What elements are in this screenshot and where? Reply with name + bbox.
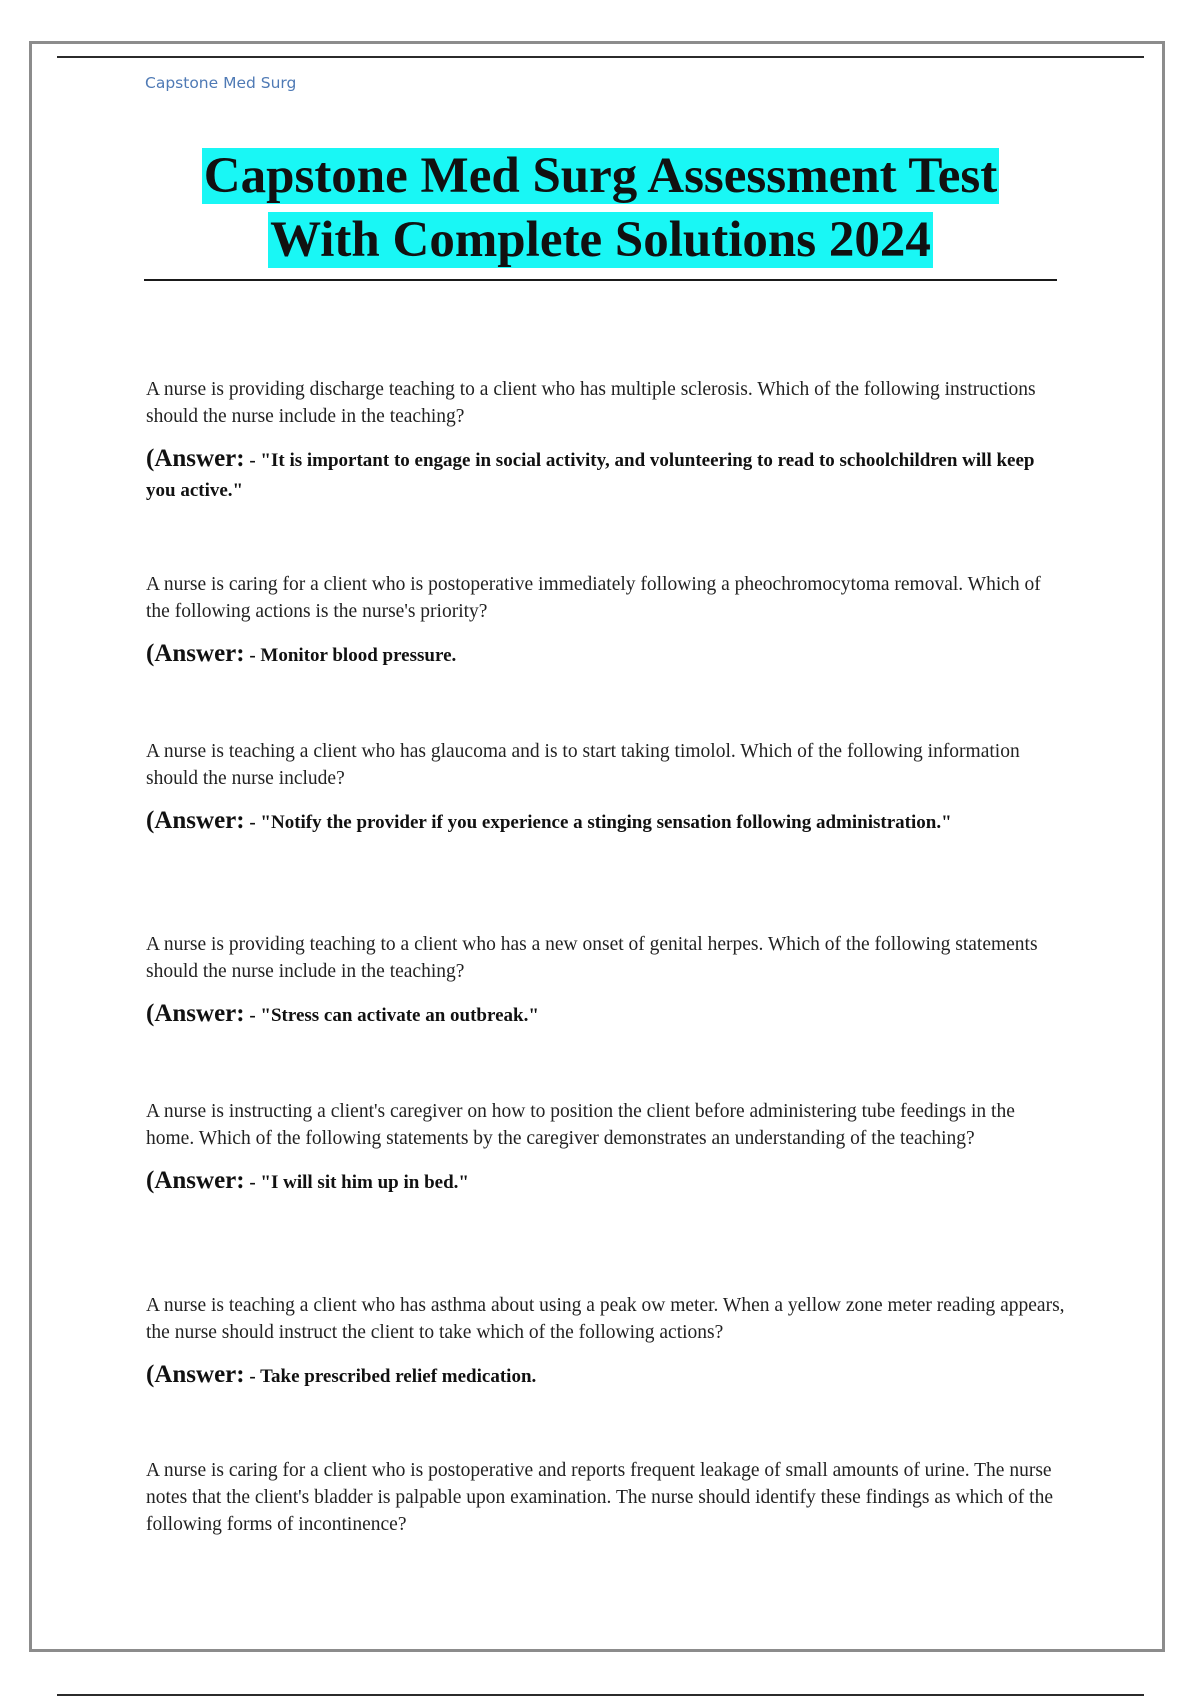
answer-label: (Answer: [146,807,245,834]
answer-label: (Answer: [146,640,245,667]
answer-dash: - [244,812,261,833]
question-text: A nurse is caring for a client who is postoperative and reports frequent leakage of small amounts of urine. The nurse notes that the client's bladder is palpable upon examination. The nurse should identify these findings as which of the following forms of incontinence? [146,1460,1053,1535]
answer-value: "Notify the provider if you experience a stinging sensation following administration." [260,812,952,833]
top-divider [57,56,1144,58]
answer-dash: - [244,645,261,666]
qa-item-4 [146,931,1066,1031]
answer-label: (Answer: [146,445,245,472]
answer-text [146,639,1066,671]
answer-dash: - [244,1366,261,1387]
answer-value: Monitor blood pressure. [260,645,457,666]
answer-dash: - [244,450,261,471]
running-header: Capstone Med Surg [145,74,297,92]
question-text: A nurse is providing discharge teaching to a client who has multiple sclerosis. Which of the following instructions should the nurse include in the teaching? [146,379,1036,427]
qa-item-2 [146,571,1066,671]
qa-item-6 [146,1292,1066,1392]
document-title [144,144,1057,272]
question-text: A nurse is instructing a client's caregiver on how to position the client before administering tube feedings in the home. Which of the following statements by the caregiver demonstrates an understanding of the teaching? [146,1101,1015,1149]
title-underline [144,279,1057,281]
answer-value: "I will sit him up in bed." [260,1172,469,1193]
page-frame [29,41,1165,1652]
answer-label: (Answer: [146,1000,245,1027]
title-line-2: With Complete Solutions 2024 [270,212,931,268]
answer-text [146,806,1066,838]
answer-value: Take prescribed relief medication. [260,1366,537,1387]
qa-item-5 [146,1098,1066,1198]
title-line-1: Capstone Med Surg Assessment Test [203,148,998,204]
answer-value: "Stress can activate an outbreak." [260,1005,539,1026]
answer-label: (Answer: [146,1167,245,1194]
answer-text [146,1166,1066,1198]
answer-text [146,1360,1066,1392]
answer-text [146,444,1066,506]
answer-label: (Answer: [146,1361,245,1388]
bottom-divider [57,1694,1144,1696]
question-text: A nurse is teaching a client who has glaucoma and is to start taking timolol. Which of the following information should the nurse include? [146,741,1020,789]
answer-dash: - [244,1172,261,1193]
answer-dash: - [244,1005,261,1026]
answer-text [146,999,1066,1031]
qa-item-7 [146,1457,1066,1538]
answer-value: "It is important to engage in social activity, and volunteering to read to schoolchildren will keep you active." [146,450,1035,501]
question-text: A nurse is caring for a client who is postoperative immediately following a pheochromocytoma removal. Which of the following actions is the nurse's priority? [146,574,1041,622]
question-text: A nurse is teaching a client who has asthma about using a peak ow meter. When a yellow zone meter reading appears, the nurse should instruct the client to take which of the following actions? [146,1295,1065,1343]
qa-item-3 [146,738,1066,838]
qa-item-1 [146,376,1066,506]
question-text: A nurse is providing teaching to a client who has a new onset of genital herpes. Which of the following statements should the nurse include in the teaching? [146,934,1038,982]
